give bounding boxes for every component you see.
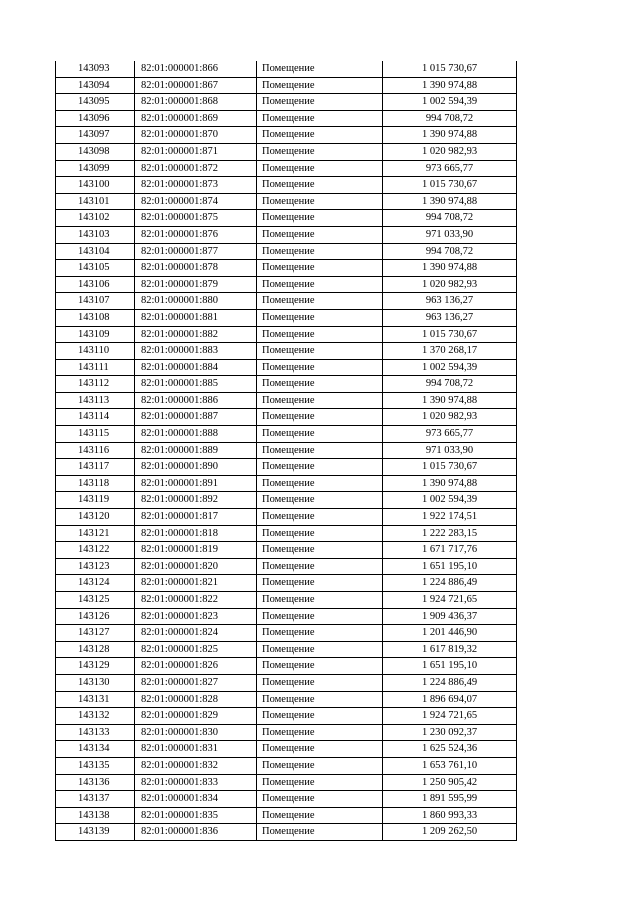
row-number-cell: 143105: [56, 260, 135, 277]
cadastral-number-cell: 82:01:000001:884: [135, 359, 257, 376]
object-type-cell: Помещение: [257, 276, 383, 293]
row-number-cell: 143101: [56, 193, 135, 210]
object-type-cell: Помещение: [257, 542, 383, 559]
cadastral-number-cell: 82:01:000001:874: [135, 193, 257, 210]
cadastral-value-cell: 1 390 974,88: [383, 260, 517, 277]
cadastral-number-cell: 82:01:000001:828: [135, 691, 257, 708]
table-row: [56, 392, 517, 409]
object-type-cell: Помещение: [257, 807, 383, 824]
object-type-cell: Помещение: [257, 94, 383, 111]
table-row: [56, 442, 517, 459]
row-number-cell: 143128: [56, 641, 135, 658]
object-type-cell: Помещение: [257, 459, 383, 476]
table-row: [56, 376, 517, 393]
row-number-cell: 143094: [56, 77, 135, 94]
cadastral-number-cell: 82:01:000001:869: [135, 110, 257, 127]
cadastral-number-cell: 82:01:000001:888: [135, 426, 257, 443]
row-number-cell: 143097: [56, 127, 135, 144]
row-number-cell: 143126: [56, 608, 135, 625]
table-row: [56, 791, 517, 808]
object-type-cell: Помещение: [257, 724, 383, 741]
table-row: [56, 143, 517, 160]
row-number-cell: 143139: [56, 824, 135, 841]
table-row: [56, 459, 517, 476]
row-number-cell: 143100: [56, 177, 135, 194]
cadastral-number-cell: 82:01:000001:877: [135, 243, 257, 260]
table-row: [56, 193, 517, 210]
object-type-cell: Помещение: [257, 326, 383, 343]
object-type-cell: Помещение: [257, 409, 383, 426]
cadastral-number-cell: 82:01:000001:892: [135, 492, 257, 509]
cadastral-number-cell: 82:01:000001:889: [135, 442, 257, 459]
cadastral-value-cell: 1 224 886,49: [383, 575, 517, 592]
cadastral-value-cell: 963 136,27: [383, 293, 517, 310]
cadastral-number-cell: 82:01:000001:886: [135, 392, 257, 409]
cadastral-number-cell: 82:01:000001:879: [135, 276, 257, 293]
cadastral-number-cell: 82:01:000001:827: [135, 674, 257, 691]
table-row: [56, 276, 517, 293]
row-number-cell: 143093: [56, 61, 135, 77]
cadastral-number-cell: 82:01:000001:876: [135, 226, 257, 243]
property-registry-table: [55, 61, 517, 841]
cadastral-value-cell: 1 015 730,67: [383, 459, 517, 476]
row-number-cell: 143134: [56, 741, 135, 758]
row-number-cell: 143106: [56, 276, 135, 293]
cadastral-number-cell: 82:01:000001:818: [135, 525, 257, 542]
object-type-cell: Помещение: [257, 376, 383, 393]
cadastral-number-cell: 82:01:000001:833: [135, 774, 257, 791]
table-row: [56, 674, 517, 691]
cadastral-number-cell: 82:01:000001:891: [135, 475, 257, 492]
row-number-cell: 143114: [56, 409, 135, 426]
object-type-cell: Помещение: [257, 442, 383, 459]
cadastral-number-cell: 82:01:000001:823: [135, 608, 257, 625]
object-type-cell: Помещение: [257, 77, 383, 94]
row-number-cell: 143109: [56, 326, 135, 343]
cadastral-number-cell: 82:01:000001:881: [135, 309, 257, 326]
cadastral-number-cell: 82:01:000001:880: [135, 293, 257, 310]
table-row: [56, 741, 517, 758]
row-number-cell: 143117: [56, 459, 135, 476]
cadastral-value-cell: 1 390 974,88: [383, 77, 517, 94]
cadastral-value-cell: 1 209 262,50: [383, 824, 517, 841]
cadastral-value-cell: 1 370 268,17: [383, 343, 517, 360]
object-type-cell: Помещение: [257, 160, 383, 177]
object-type-cell: Помещение: [257, 293, 383, 310]
object-type-cell: Помещение: [257, 226, 383, 243]
cadastral-value-cell: 973 665,77: [383, 160, 517, 177]
object-type-cell: Помещение: [257, 260, 383, 277]
table-row: [56, 592, 517, 609]
table-row: [56, 110, 517, 127]
table-row: [56, 177, 517, 194]
table-row: [56, 724, 517, 741]
object-type-cell: Помещение: [257, 757, 383, 774]
cadastral-value-cell: 1 250 905,42: [383, 774, 517, 791]
cadastral-number-cell: 82:01:000001:868: [135, 94, 257, 111]
cadastral-value-cell: 1 222 283,15: [383, 525, 517, 542]
row-number-cell: 143124: [56, 575, 135, 592]
cadastral-number-cell: 82:01:000001:825: [135, 641, 257, 658]
row-number-cell: 143138: [56, 807, 135, 824]
table-row: [56, 525, 517, 542]
cadastral-number-cell: 82:01:000001:882: [135, 326, 257, 343]
table-row: [56, 426, 517, 443]
cadastral-value-cell: 1 891 595,99: [383, 791, 517, 808]
object-type-cell: Помещение: [257, 558, 383, 575]
cadastral-number-cell: 82:01:000001:875: [135, 210, 257, 227]
cadastral-number-cell: 82:01:000001:866: [135, 61, 257, 77]
cadastral-value-cell: 1 924 721,65: [383, 592, 517, 609]
cadastral-value-cell: 1 653 761,10: [383, 757, 517, 774]
cadastral-value-cell: 1 390 974,88: [383, 475, 517, 492]
cadastral-value-cell: 1 015 730,67: [383, 61, 517, 77]
table-row: [56, 575, 517, 592]
row-number-cell: 143135: [56, 757, 135, 774]
object-type-cell: Помещение: [257, 243, 383, 260]
table-row: [56, 61, 517, 77]
table-row: [56, 359, 517, 376]
object-type-cell: Помещение: [257, 127, 383, 144]
table-row: [56, 409, 517, 426]
row-number-cell: 143130: [56, 674, 135, 691]
cadastral-value-cell: 971 033,90: [383, 226, 517, 243]
cadastral-number-cell: 82:01:000001:835: [135, 807, 257, 824]
table-row: [56, 260, 517, 277]
cadastral-number-cell: 82:01:000001:871: [135, 143, 257, 160]
row-number-cell: 143125: [56, 592, 135, 609]
cadastral-number-cell: 82:01:000001:831: [135, 741, 257, 758]
cadastral-number-cell: 82:01:000001:887: [135, 409, 257, 426]
cadastral-value-cell: 1 230 092,37: [383, 724, 517, 741]
object-type-cell: Помещение: [257, 774, 383, 791]
object-type-cell: Помещение: [257, 658, 383, 675]
table-row: [56, 824, 517, 841]
row-number-cell: 143122: [56, 542, 135, 559]
row-number-cell: 143131: [56, 691, 135, 708]
table-row: [56, 127, 517, 144]
object-type-cell: Помещение: [257, 641, 383, 658]
cadastral-number-cell: 82:01:000001:836: [135, 824, 257, 841]
cadastral-value-cell: 994 708,72: [383, 110, 517, 127]
cadastral-number-cell: 82:01:000001:820: [135, 558, 257, 575]
object-type-cell: Помещение: [257, 475, 383, 492]
table-row: [56, 326, 517, 343]
cadastral-value-cell: 1 860 993,33: [383, 807, 517, 824]
object-type-cell: Помещение: [257, 824, 383, 841]
table-row: [56, 625, 517, 642]
table-row: [56, 757, 517, 774]
object-type-cell: Помещение: [257, 525, 383, 542]
object-type-cell: Помещение: [257, 343, 383, 360]
cadastral-value-cell: 1 651 195,10: [383, 658, 517, 675]
cadastral-number-cell: 82:01:000001:834: [135, 791, 257, 808]
object-type-cell: Помещение: [257, 691, 383, 708]
row-number-cell: 143098: [56, 143, 135, 160]
table-row: [56, 708, 517, 725]
object-type-cell: Помещение: [257, 708, 383, 725]
cadastral-number-cell: 82:01:000001:832: [135, 757, 257, 774]
row-number-cell: 143136: [56, 774, 135, 791]
table-row: [56, 691, 517, 708]
row-number-cell: 143107: [56, 293, 135, 310]
object-type-cell: Помещение: [257, 143, 383, 160]
table-row: [56, 475, 517, 492]
object-type-cell: Помещение: [257, 625, 383, 642]
object-type-cell: Помещение: [257, 392, 383, 409]
cadastral-number-cell: 82:01:000001:883: [135, 343, 257, 360]
cadastral-value-cell: 1 651 195,10: [383, 558, 517, 575]
row-number-cell: 143123: [56, 558, 135, 575]
row-number-cell: 143095: [56, 94, 135, 111]
cadastral-value-cell: 971 033,90: [383, 442, 517, 459]
object-type-cell: Помещение: [257, 426, 383, 443]
cadastral-value-cell: 1 924 721,65: [383, 708, 517, 725]
cadastral-number-cell: 82:01:000001:826: [135, 658, 257, 675]
cadastral-value-cell: 994 708,72: [383, 243, 517, 260]
row-number-cell: 143129: [56, 658, 135, 675]
cadastral-value-cell: 1 390 974,88: [383, 127, 517, 144]
cadastral-number-cell: 82:01:000001:821: [135, 575, 257, 592]
cadastral-number-cell: 82:01:000001:829: [135, 708, 257, 725]
cadastral-value-cell: 1 002 594,39: [383, 359, 517, 376]
cadastral-number-cell: 82:01:000001:878: [135, 260, 257, 277]
cadastral-value-cell: 963 136,27: [383, 309, 517, 326]
cadastral-number-cell: 82:01:000001:819: [135, 542, 257, 559]
object-type-cell: Помещение: [257, 575, 383, 592]
cadastral-value-cell: 1 390 974,88: [383, 193, 517, 210]
cadastral-value-cell: 1 020 982,93: [383, 276, 517, 293]
cadastral-value-cell: 1 625 524,36: [383, 741, 517, 758]
table-row: [56, 309, 517, 326]
table-row: [56, 542, 517, 559]
object-type-cell: Помещение: [257, 592, 383, 609]
cadastral-number-cell: 82:01:000001:817: [135, 509, 257, 526]
cadastral-number-cell: 82:01:000001:885: [135, 376, 257, 393]
row-number-cell: 143127: [56, 625, 135, 642]
cadastral-number-cell: 82:01:000001:870: [135, 127, 257, 144]
row-number-cell: 143102: [56, 210, 135, 227]
object-type-cell: Помещение: [257, 309, 383, 326]
object-type-cell: Помещение: [257, 177, 383, 194]
table-row: [56, 160, 517, 177]
row-number-cell: 143096: [56, 110, 135, 127]
cadastral-value-cell: 1 015 730,67: [383, 177, 517, 194]
cadastral-number-cell: 82:01:000001:890: [135, 459, 257, 476]
row-number-cell: 143137: [56, 791, 135, 808]
object-type-cell: Помещение: [257, 61, 383, 77]
cadastral-value-cell: 1 617 819,32: [383, 641, 517, 658]
row-number-cell: 143133: [56, 724, 135, 741]
registry-table-body: [56, 61, 517, 840]
cadastral-value-cell: 1 896 694,07: [383, 691, 517, 708]
cadastral-value-cell: 994 708,72: [383, 376, 517, 393]
object-type-cell: Помещение: [257, 608, 383, 625]
cadastral-value-cell: 1 201 446,90: [383, 625, 517, 642]
cadastral-number-cell: 82:01:000001:867: [135, 77, 257, 94]
object-type-cell: Помещение: [257, 674, 383, 691]
cadastral-value-cell: 1 020 982,93: [383, 143, 517, 160]
cadastral-value-cell: 1 909 436,37: [383, 608, 517, 625]
object-type-cell: Помещение: [257, 210, 383, 227]
row-number-cell: 143116: [56, 442, 135, 459]
cadastral-value-cell: 1 390 974,88: [383, 392, 517, 409]
row-number-cell: 143099: [56, 160, 135, 177]
table-row: [56, 226, 517, 243]
cadastral-value-cell: 1 020 982,93: [383, 409, 517, 426]
row-number-cell: 143132: [56, 708, 135, 725]
table-row: [56, 558, 517, 575]
object-type-cell: Помещение: [257, 741, 383, 758]
table-row: [56, 492, 517, 509]
object-type-cell: Помещение: [257, 110, 383, 127]
cadastral-number-cell: 82:01:000001:822: [135, 592, 257, 609]
row-number-cell: 143115: [56, 426, 135, 443]
table-row: [56, 608, 517, 625]
cadastral-number-cell: 82:01:000001:824: [135, 625, 257, 642]
cadastral-number-cell: 82:01:000001:830: [135, 724, 257, 741]
row-number-cell: 143103: [56, 226, 135, 243]
table-row: [56, 658, 517, 675]
cadastral-value-cell: 973 665,77: [383, 426, 517, 443]
table-row: [56, 774, 517, 791]
cadastral-value-cell: 1 671 717,76: [383, 542, 517, 559]
row-number-cell: 143120: [56, 509, 135, 526]
row-number-cell: 143104: [56, 243, 135, 260]
cadastral-value-cell: 1 015 730,67: [383, 326, 517, 343]
table-row: [56, 343, 517, 360]
table-row: [56, 807, 517, 824]
cadastral-value-cell: 1 002 594,39: [383, 94, 517, 111]
row-number-cell: 143110: [56, 343, 135, 360]
cadastral-number-cell: 82:01:000001:872: [135, 160, 257, 177]
object-type-cell: Помещение: [257, 509, 383, 526]
object-type-cell: Помещение: [257, 791, 383, 808]
row-number-cell: 143113: [56, 392, 135, 409]
row-number-cell: 143108: [56, 309, 135, 326]
object-type-cell: Помещение: [257, 193, 383, 210]
cadastral-value-cell: 1 922 174,51: [383, 509, 517, 526]
row-number-cell: 143119: [56, 492, 135, 509]
object-type-cell: Помещение: [257, 359, 383, 376]
table-row: [56, 641, 517, 658]
table-row: [56, 243, 517, 260]
row-number-cell: 143111: [56, 359, 135, 376]
table-row: [56, 210, 517, 227]
table-row: [56, 509, 517, 526]
cadastral-value-cell: 994 708,72: [383, 210, 517, 227]
row-number-cell: 143121: [56, 525, 135, 542]
row-number-cell: 143118: [56, 475, 135, 492]
table-row: [56, 94, 517, 111]
object-type-cell: Помещение: [257, 492, 383, 509]
row-number-cell: 143112: [56, 376, 135, 393]
cadastral-value-cell: 1 224 886,49: [383, 674, 517, 691]
table-row: [56, 293, 517, 310]
cadastral-value-cell: 1 002 594,39: [383, 492, 517, 509]
cadastral-number-cell: 82:01:000001:873: [135, 177, 257, 194]
table-row: [56, 77, 517, 94]
